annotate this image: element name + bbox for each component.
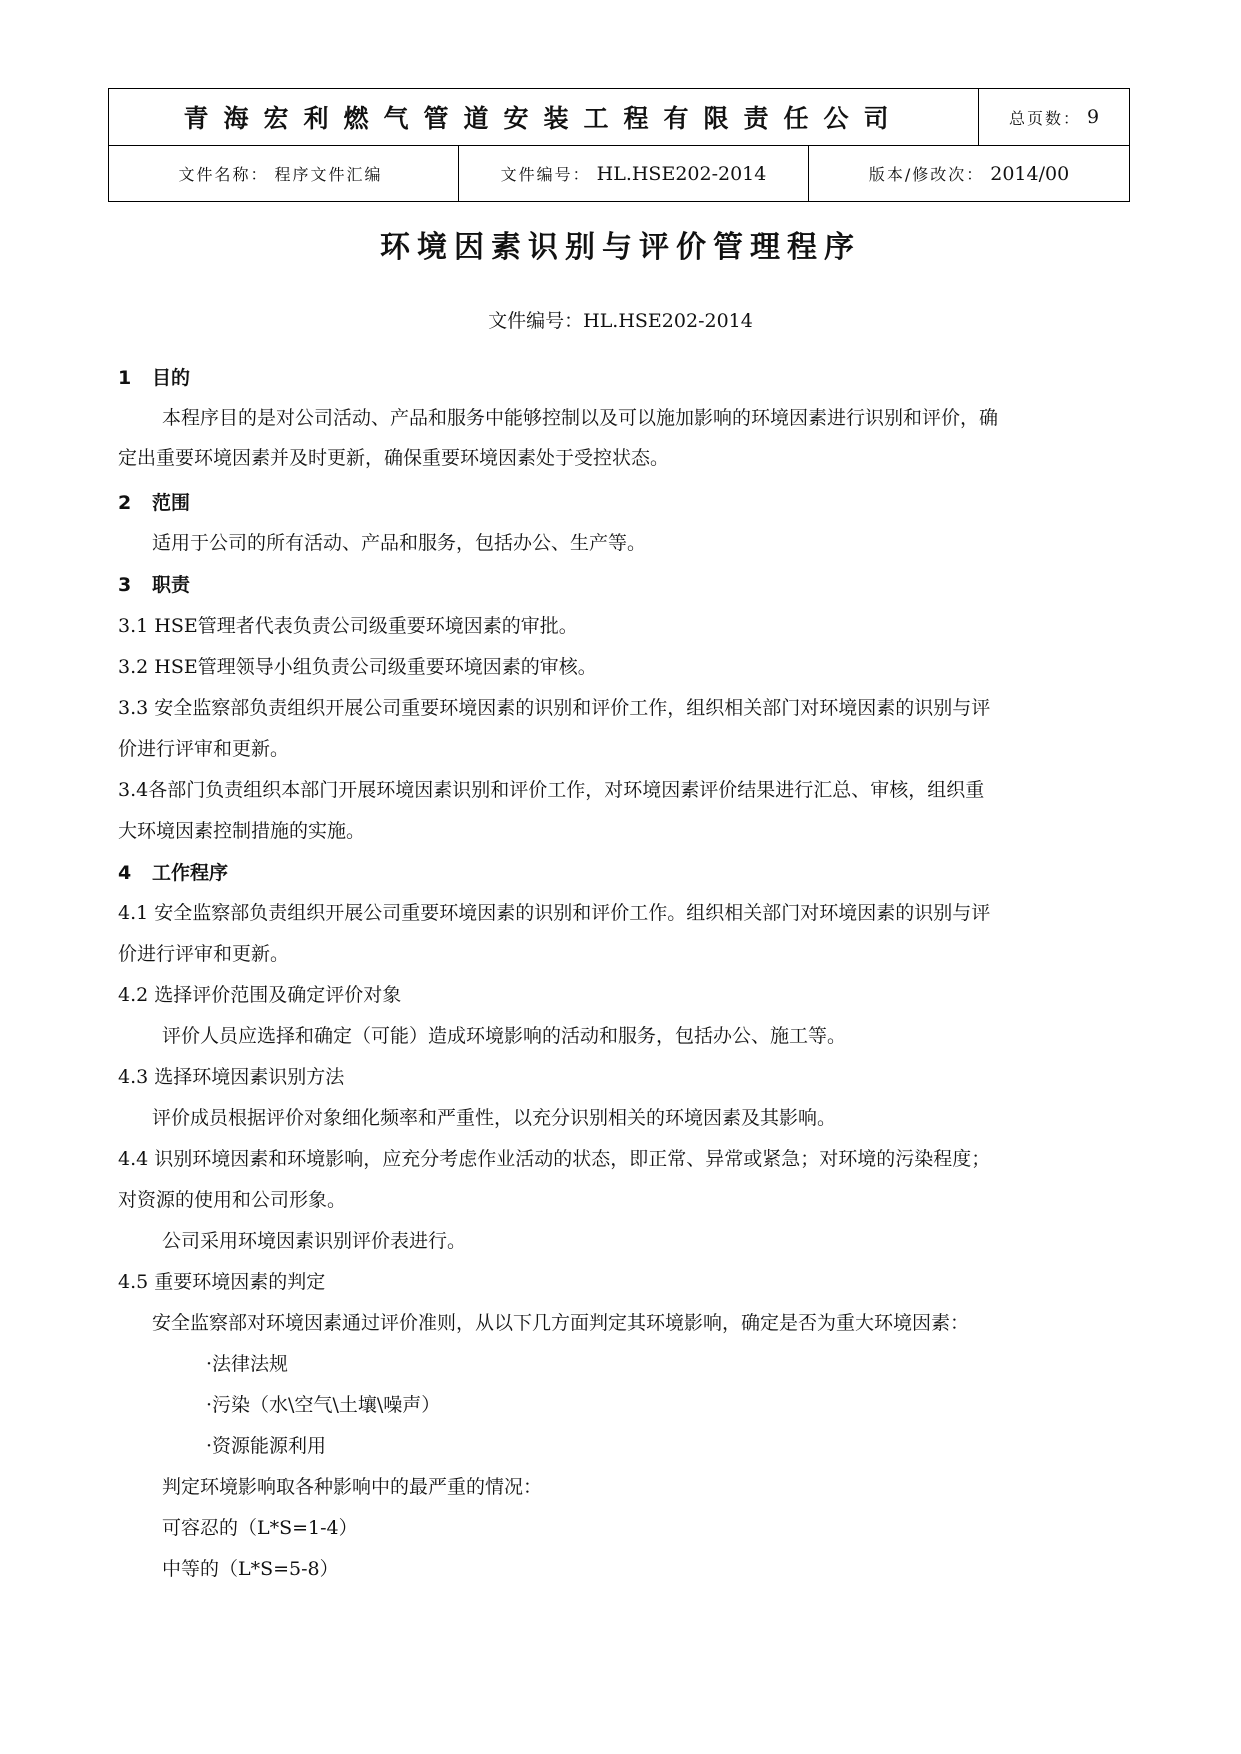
doc-code-value: HL.HSE202-2014 [596, 162, 767, 185]
doc-name-label: 文件名称： [178, 165, 269, 184]
section-2-number: 2 [118, 492, 132, 514]
section-1-number: 1 [118, 367, 132, 389]
doc-name-cell [109, 146, 459, 201]
section-1-para-line-1: 本程序目的是对公司活动、产品和服务中能够控制以及可以施加影响的环境因素进行识别和评价，确 [162, 407, 999, 429]
header-row-bottom [109, 146, 1129, 201]
section-4-1-line-2: 价进行评审和更新。 [118, 943, 290, 965]
section-3-4-line-2: 大环境因素控制措施的实施。 [118, 820, 366, 842]
version-cell [809, 146, 1129, 201]
section-1-title: 目的 [152, 367, 191, 389]
doc-code-cell [459, 146, 809, 201]
doc-code-label: 文件编号： [500, 165, 591, 184]
section-4-4-para: 公司采用环境因素识别评价表进行。 [162, 1230, 467, 1252]
header-row-top [109, 89, 1129, 146]
section-2-heading [118, 490, 190, 516]
bullet-item: ·法律法规 [206, 1353, 289, 1375]
section-4-2-para: 评价人员应选择和确定（可能）造成环境影响的活动和服务，包括办公、施工等。 [162, 1025, 847, 1047]
section-4-3-para: 评价成员根据评价对象细化频率和严重性，以充分识别相关的环境因素及其影响。 [152, 1107, 837, 1129]
section-1-heading [118, 365, 190, 391]
page-title: 环境因素识别与评价管理程序 [380, 230, 861, 265]
section-3-1: 3.1 HSE管理者代表负责公司级重要环境因素的审批。 [118, 615, 578, 637]
level-moderate: 中等的（L*S=5-8） [162, 1558, 339, 1580]
company-name: 青海宏利燃气管道安装工程有限责任公司 [109, 89, 979, 145]
section-2-para: 适用于公司的所有活动、产品和服务，包括办公、生产等。 [152, 532, 647, 554]
section-4-1-line-1: 4.1 安全监察部负责组织开展公司重要环境因素的识别和评价工作。组织相关部门对环境因素的识别与评 [118, 902, 991, 924]
section-4-4-line-1: 4.4 识别环境因素和环境影响，应充分考虑作业活动的状态，即正常、异常或紧急；对环境的污染程度； [118, 1148, 991, 1170]
section-4-2: 4.2 选择评价范围及确定评价对象 [118, 984, 402, 1006]
section-4-number: 4 [118, 862, 132, 884]
section-3-2: 3.2 HSE管理领导小组负责公司级重要环境因素的审核。 [118, 656, 597, 678]
version-label: 版本/修改次： [868, 165, 985, 184]
bullet-item: ·资源能源利用 [206, 1435, 327, 1457]
total-pages-label: 总页数： [1008, 108, 1081, 128]
section-3-4-line-1: 3.4各部门负责组织本部门开展环境因素识别和评价工作，对环境因素评价结果进行汇总、审核，组织重 [118, 779, 985, 801]
section-3-3-line-2: 价进行评审和更新。 [118, 738, 290, 760]
section-4-heading [118, 860, 228, 886]
total-pages-value: 9 [1086, 106, 1100, 128]
version-value: 2014/00 [990, 162, 1070, 185]
judge-line: 判定环境影响取各种影响中的最严重的情况： [162, 1476, 543, 1498]
section-3-number: 3 [118, 574, 132, 596]
section-4-5: 4.5 重要环境因素的判定 [118, 1271, 326, 1293]
section-1-para-line-2: 定出重要环境因素并及时更新，确保重要环境因素处于受控状态。 [118, 447, 670, 469]
section-3-title: 职责 [152, 574, 191, 596]
doc-name-value: 程序文件汇编 [274, 165, 383, 184]
section-4-title: 工作程序 [152, 862, 229, 884]
file-code-line: 文件编号：HL.HSE202-2014 [488, 310, 753, 332]
document-header-table [108, 88, 1130, 202]
section-3-heading [118, 572, 190, 598]
section-2-title: 范围 [152, 492, 191, 514]
section-4-3: 4.3 选择环境因素识别方法 [118, 1066, 345, 1088]
total-pages [979, 89, 1129, 145]
section-4-5-para: 安全监察部对环境因素通过评价准则，从以下几方面判定其环境影响，确定是否为重大环境因素： [152, 1312, 970, 1334]
section-3-3-line-1: 3.3 安全监察部负责组织开展公司重要环境因素的识别和评价工作，组织相关部门对环境因素的识别与评 [118, 697, 991, 719]
level-tolerable: 可容忍的（L*S=1-4） [162, 1517, 358, 1539]
section-4-4-line-2: 对资源的使用和公司形象。 [118, 1189, 347, 1211]
bullet-item: ·污染（水\空气\土壤\噪声） [206, 1394, 441, 1416]
